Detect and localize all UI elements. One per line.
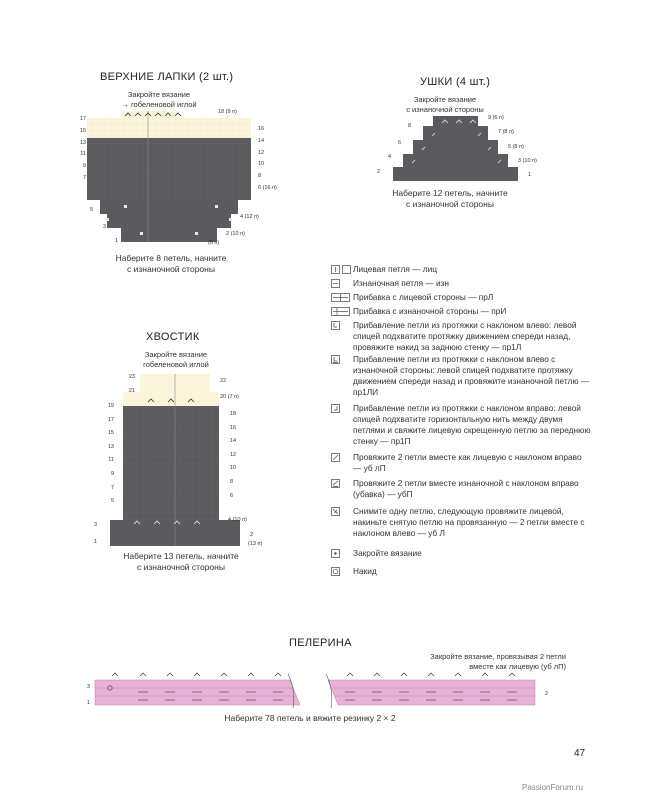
flaps-row-3: 3 (103, 224, 107, 230)
p2tog-icon (331, 479, 341, 491)
increase-rs-icon (331, 293, 351, 305)
flaps-chart (60, 105, 290, 250)
flaps-row-5: 5 (90, 207, 94, 213)
skp-icon (331, 507, 341, 519)
ears-title: УШКИ (4 шт.) (420, 76, 491, 88)
tail-title: ХВОСТИК (146, 331, 200, 343)
make-left-icon (331, 321, 341, 333)
flaps-left-row-labels: 17 15 13 11 9 7 (79, 116, 86, 181)
yarn-over-icon (331, 567, 341, 579)
cape-decrease-marks (112, 673, 515, 676)
flaps-top-count: 18 (9 п) (218, 109, 237, 115)
bind-off-icon (331, 549, 341, 561)
page-number: 47 (574, 748, 586, 759)
k2tog-icon (331, 453, 341, 465)
make-right-icon (331, 404, 341, 416)
ears-note-bottom: Наберите 12 петель, начните с изнаночной стороны (392, 188, 508, 209)
flaps-title: ВЕРХНИЕ ЛАПКИ (2 шт.) (100, 71, 234, 83)
tail-right-row-labels: 18 16 14 12 10 8 6 (230, 411, 237, 499)
watermark: PassionForum.ru (522, 783, 583, 792)
flaps-note-bottom: Наберите 8 петель, начните с изнаночной стороны (115, 253, 227, 274)
tail-left-row-labels: 19 17 15 13 11 9 7 5 (107, 403, 114, 505)
cape-chart (90, 668, 550, 710)
cape-title: ПЕЛЕРИНА (289, 637, 352, 649)
tail-left-top-labels: 23 21 (128, 374, 135, 394)
tail-note-bottom: Наберите 13 петель, начните с изнаночной стороны (123, 551, 239, 572)
flaps-row-1: 1 (115, 238, 119, 244)
ears-note-top: Закройте вязание с изнаночной стороны (406, 95, 484, 114)
increase-ws-icon (331, 307, 351, 319)
make-left-purl-icon (331, 355, 341, 367)
flaps-right-row-labels: 16 14 12 10 8 6 (16 п) (258, 126, 277, 191)
flaps-note-top: Закройте вязание → гобеленовой иглой (121, 90, 197, 109)
knit-stitch-icon (331, 265, 351, 277)
purl-stitch-icon (331, 279, 341, 291)
cape-note-bottom: Наберите 78 петель и вяжите резинку 2 × 2 (224, 713, 396, 723)
cape-left-section (95, 680, 300, 705)
tail-note-top: Закройте вязание гобеленовой иглой (143, 350, 209, 369)
cape-right-section (328, 680, 535, 705)
cape-note-top: Закройте вязание, провязывая 2 петли вместе как лицевую (уб лП) (430, 652, 566, 671)
